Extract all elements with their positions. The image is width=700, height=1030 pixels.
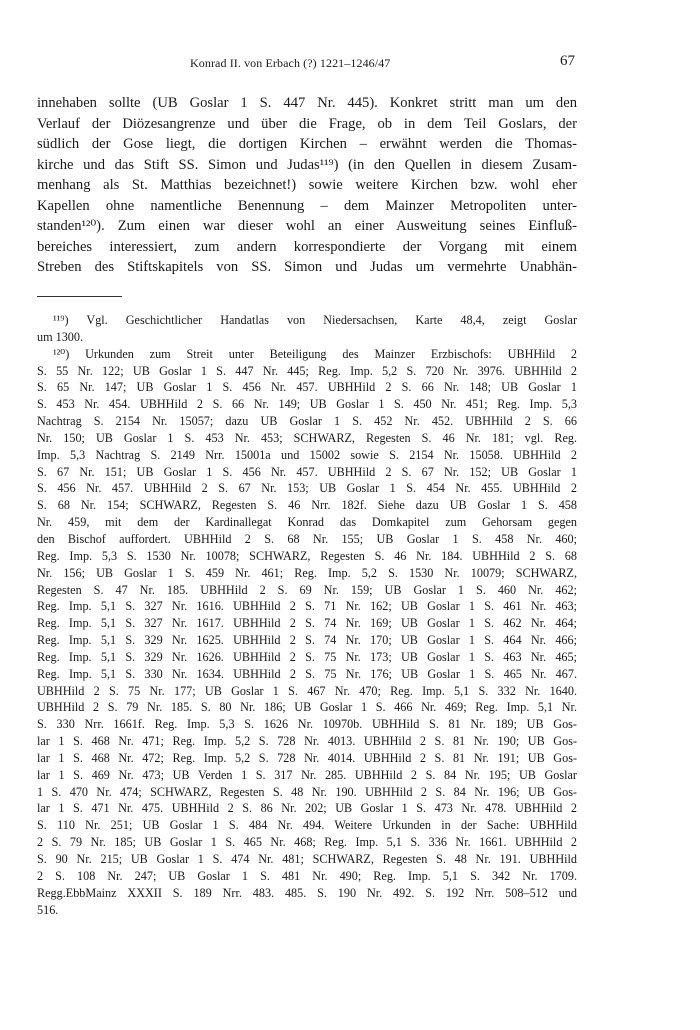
footnote-line: um 1300. <box>37 329 84 344</box>
footnote-line: lar 1 S. 469 Nr. 473; UB Verden 1 S. 317 Nr. 285. UBHHild 2 S. 84 Nr. 195; UB Goslar <box>37 767 577 782</box>
body-line: menhang als St. Matthias bezeichnet!) sowie weitere Kirchen bzw. wohl eher <box>37 177 577 193</box>
body-line: Streben des Stiftskapitels von SS. Simon und Judas um vermehrte Unabhän- <box>37 259 577 275</box>
footnote-line: Reg. Imp. 5,3 S. 1530 Nr. 10078; SCHWARZ, Regesten S. 46 Nr. 184. UBHHild 2 S. 68 <box>37 548 577 563</box>
footnote-line: Nr. 459, mit dem der Kardinallegat Konrad das Domkapitel zum Gehorsam gegen <box>37 515 577 530</box>
footnote-line: S. 55 Nr. 122; UB Goslar 1 S. 447 Nr. 445; Reg. Imp. 5,2 S. 720 Nr. 3976. UBHHild 2 <box>37 363 577 378</box>
footnote-120: ¹²⁰) Urkunden zum Streit unter Beteiligung des Mainzer Erzbischofs: UBHHild 2 <box>53 346 577 361</box>
page-number: 67 <box>560 53 575 69</box>
footnote-line: lar 1 S. 468 Nr. 471; Reg. Imp. 5,2 S. 728 Nr. 4013. UBHHild 2 S. 81 Nr. 190; UB Gos- <box>37 734 577 749</box>
footnote-line: S. 456 Nr. 457. UBHHild 2 S. 67 Nr. 153; UB Goslar 1 S. 454 Nr. 455. UBHHild 2 <box>37 481 577 496</box>
footnote-119: ¹¹⁹) Vgl. Geschichtlicher Handatlas von Niedersachsen, Karte 48,4, zeigt Goslar <box>53 313 577 327</box>
footnote-line: Nachtrag S. 2154 Nr. 15057; dazu UB Goslar 1 S. 452 Nr. 452. UBHHild 2 S. 66 <box>37 414 577 429</box>
footnote-line: Nr. 150; UB Goslar 1 S. 453 Nr. 453; SCHWARZ, Regesten S. 46 Nr. 181; vgl. Reg. <box>37 430 577 445</box>
footnote-line: UBHHild 2 S. 79 Nr. 185. S. 80 Nr. 186; UB Goslar 1 S. 466 Nr. 469; Reg. Imp. 5,1 Nr. <box>37 700 577 715</box>
footnote-line: Reg. Imp. 5,1 S. 329 Nr. 1625. UBHHild 2 S. 74 Nr. 170; UB Goslar 1 S. 464 Nr. 466; <box>37 633 577 648</box>
footnote-line: Regesten S. 47 Nr. 185. UBHHild 2 S. 69 Nr. 159; UB Goslar 1 S. 460 Nr. 462; <box>37 582 577 597</box>
body-line: innehaben sollte (UB Goslar 1 S. 447 Nr. 445). Konkret stritt man um den <box>37 95 577 111</box>
footnote-line: Reg. Imp. 5,1 S. 330 Nr. 1634. UBHHild 2 S. 75 Nr. 176; UB Goslar 1 S. 465 Nr. 467. <box>37 666 577 681</box>
body-line: bereiches interessiert, zum andern korrespondierte der Vorgang mit einem <box>37 238 577 255</box>
footnote-line: Imp. 5,3 Nachtrag S. 2149 Nrr. 15001a und 15002 sowie S. 2154 Nr. 15058. UBHHild 2 <box>37 447 577 462</box>
footnote-line: UBHHild 2 S. 75 Nr. 177; UB Goslar 1 S. 467 Nr. 470; Reg. Imp. 5,1 S. 332 Nr. 1640. <box>37 683 577 698</box>
footnote-line: lar 1 S. 471 Nr. 475. UBHHild 2 S. 86 Nr. 202; UB Goslar 1 S. 473 Nr. 478. UBHHild 2 <box>37 801 577 816</box>
running-head: Konrad II. von Erbach (?) 1221–1246/47 <box>190 56 391 70</box>
body-line: Verlauf der Diözesangrenze und über die Frage, ob in dem Teil Goslars, der <box>37 115 577 132</box>
footnote-line: S. 65 Nr. 147; UB Goslar 1 S. 456 Nr. 457. UBHHild 2 S. 66 Nr. 148; UB Goslar 1 <box>37 380 577 395</box>
main-text <box>37 93 577 278</box>
footnote-line: Nr. 156; UB Goslar 1 S. 459 Nr. 461; Reg. Imp. 5,2 S. 1530 Nr. 10079; SCHWARZ, <box>37 565 577 580</box>
footnote-separator <box>37 296 122 297</box>
footnote-line: S. 67 Nr. 151; UB Goslar 1 S. 456 Nr. 457. UBHHild 2 S. 67 Nr. 152; UB Goslar 1 <box>37 464 577 479</box>
footnote-line: Reg. Imp. 5,1 S. 327 Nr. 1616. UBHHild 2 S. 71 Nr. 162; UB Goslar 1 S. 461 Nr. 463; <box>37 599 577 614</box>
footnote-line: 516. <box>37 902 59 917</box>
footnote-line: Reg. Imp. 5,1 S. 327 Nr. 1617. UBHHild 2 S. 74 Nr. 169; UB Goslar 1 S. 462 Nr. 464; <box>37 616 577 631</box>
footnote-line: 1 S. 470 Nr. 474; SCHWARZ, Regesten S. 48 Nr. 190. UBHHild 2 S. 84 Nr. 196; UB Gos- <box>37 784 577 799</box>
body-line: kirche und das Stift SS. Simon und Judas¹¹⁹) (in den Quellen in diesem Zusam- <box>37 156 577 173</box>
footnote-line: Reg. Imp. 5,1 S. 329 Nr. 1626. UBHHild 2 S. 75 Nr. 173; UB Goslar 1 S. 463 Nr. 465; <box>37 649 577 664</box>
body-line: südlich der Gose liegt, die dortigen Kirchen – erwähnt werden die Thomas- <box>37 136 577 152</box>
body-line: Kapellen ohne namentliche Benennung – dem Mainzer Metropoliten unter- <box>37 197 577 214</box>
footnote-line: S. 68 Nr. 154; SCHWARZ, Regesten S. 46 Nrr. 182f. Siehe dazu UB Goslar 1 S. 458 <box>37 498 577 513</box>
footnote-line: S. 330 Nrr. 1661f. Reg. Imp. 5,3 S. 1626 Nr. 10970b. UBHHild S. 81 Nr. 189; UB Gos- <box>37 717 577 732</box>
footnote-line: 2 S. 108 Nr. 247; UB Goslar 1 S. 481 Nr. 490; Reg. Imp. 5,1 S. 342 Nr. 1709. <box>37 868 577 883</box>
body-line: standen¹²⁰). Zum einen war dieser wohl an einer Ausweitung seines Einfluß- <box>37 218 577 234</box>
footnote-line: den Bischof auffordert. UBHHild 2 S. 68 Nr. 155; UB Goslar 1 S. 458 Nr. 460; <box>37 531 577 546</box>
footnote-line: 2 S. 79 Nr. 185; UB Goslar 1 S. 465 Nr. 468; Reg. Imp. 5,1 S. 336 Nr. 1661. UBHHild 2 <box>37 835 577 850</box>
footnote-line: lar 1 S. 468 Nr. 472; Reg. Imp. 5,2 S. 728 Nr. 4014. UBHHild 2 S. 81 Nr. 191; UB Gos- <box>37 750 577 765</box>
footnote-line: S. 90 Nr. 215; UB Goslar 1 S. 474 Nr. 481; SCHWARZ, Regesten S. 48 Nr. 191. UBHHild <box>37 852 577 866</box>
footnote-line: S. 453 Nr. 454. UBHHild 2 S. 66 Nr. 149; UB Goslar 1 S. 450 Nr. 451; Reg. Imp. 5,3 <box>37 397 577 412</box>
footnote-line: S. 110 Nr. 251; UB Goslar 1 S. 484 Nr. 494. Weitere Urkunden in der Sache: UBHHild <box>37 818 577 833</box>
footnotes <box>37 312 577 918</box>
footnote-line: Regg.EbbMainz XXXII S. 189 Nrr. 483. 485. S. 190 Nr. 492. S. 192 Nrr. 508–512 und <box>37 885 577 900</box>
